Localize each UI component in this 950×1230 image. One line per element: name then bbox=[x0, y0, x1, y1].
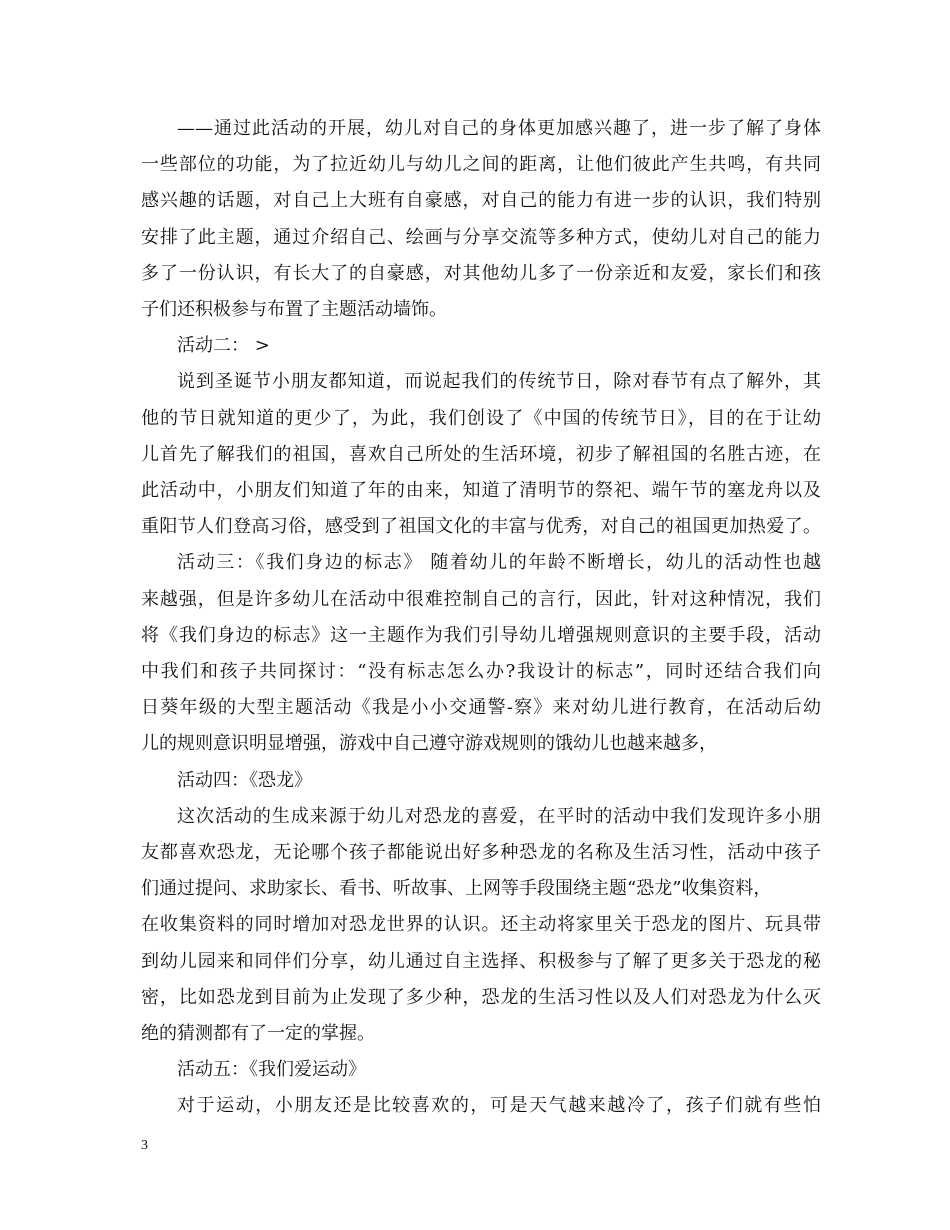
text-line: 他的节日就知道的更少了，为此，我们创设了《中国的传统节日》，目的在于让幼 bbox=[141, 408, 821, 429]
text-line: 子们还积极参与布置了主题活动墙饰。 bbox=[141, 299, 447, 320]
text-line: 重阳节人们登高习俗，感受到了祖国文化的丰富与优秀，对自己的祖国更加热爱了。 bbox=[141, 516, 821, 537]
text-line: 多了一份认识，有长大了的自豪感，对其他幼儿多了一份亲近和友爱，家长们和孩 bbox=[141, 263, 821, 284]
text-line: 说到圣诞节小朋友都知道，而说起我们的传统节日，除对春节有点了解外，其 bbox=[177, 371, 821, 392]
text-line: 感兴趣的话题，对自己上大班有自豪感，对自己的能力有进一步的认识，我们特别 bbox=[141, 190, 821, 211]
text-line: 日葵年级的大型主题活动《我是小小交通警-察》来对幼儿进行教育，在活动后幼 bbox=[141, 697, 821, 718]
text-line: 一些部位的功能，为了拉近幼儿与幼儿之间的距离，让他们彼此产生共鸣，有共同 bbox=[141, 154, 821, 175]
text-line: 将《我们身边的标志》这一主题作为我们引导幼儿增强规则意识的主要手段，活动 bbox=[141, 625, 821, 646]
text-line: 来越强，但是许多幼儿在活动中很难控制自己的言行，因此，针对这种情况，我们 bbox=[141, 589, 821, 610]
text-line: 中我们和孩子共同探讨：“没有标志怎么办?我设计的标志”，同时还结合我们向 bbox=[141, 661, 821, 682]
text-line: 在收集资料的同时增加对恐龙世界的认识。还主动将家里关于恐龙的图片、玩具带 bbox=[141, 914, 821, 935]
section-heading: 活动二： > bbox=[177, 335, 270, 356]
text-line: 安排了此主题，通过介绍自己、绘画与分享交流等多种方式，使幼儿对自己的能力 bbox=[141, 227, 821, 248]
page-number: 3 bbox=[141, 1138, 148, 1153]
section-heading: 活动四：《恐龙》 bbox=[177, 770, 312, 791]
text-line: 们通过提问、求助家长、看书、听故事、上网等手段围绕主题“恐龙”收集资料， bbox=[141, 878, 772, 899]
text-line: 这次活动的生成来源于幼儿对恐龙的喜爱，在平时的活动中我们发现许多小朋 bbox=[177, 806, 821, 827]
text-line: 对于运动，小朋友还是比较喜欢的，可是天气越来越冷了，孩子们就有些怕 bbox=[177, 1095, 821, 1116]
text-line: 儿首先了解我们的祖国，喜欢自己所处的生活环境，初步了解祖国的名胜古迹，在 bbox=[141, 444, 821, 465]
text-line: 友都喜欢恐龙，无论哪个孩子都能说出好多种恐龙的名称及生活习性，活动中孩子 bbox=[141, 842, 821, 863]
section-heading: 活动五：《我们爱运动》 bbox=[177, 1059, 366, 1080]
text-line: 活动三：《我们身边的标志》 随着幼儿的年龄不断增长，幼儿的活动性也越 bbox=[177, 552, 821, 573]
text-line: 儿的规则意识明显增强，游戏中自己遵守游戏规则的饿幼儿也越来越多， bbox=[141, 733, 717, 754]
text-line: 密，比如恐龙到目前为止发现了多少种，恐龙的生活习性以及人们对恐龙为什么灭 bbox=[141, 987, 821, 1008]
text-line: 此活动中，小朋友们知道了年的由来，知道了清明节的祭祀、端午节的塞龙舟以及 bbox=[141, 480, 821, 501]
text-line: 到幼儿园来和同伴们分享，幼儿通过自主选择、积极参与了解了更多关于恐龙的秘 bbox=[141, 951, 821, 972]
text-line: 绝的猜测都有了一定的掌握。 bbox=[141, 1023, 375, 1044]
text-line: ——通过此活动的开展，幼儿对自己的身体更加感兴趣了，进一步了解了身体 bbox=[177, 118, 821, 139]
